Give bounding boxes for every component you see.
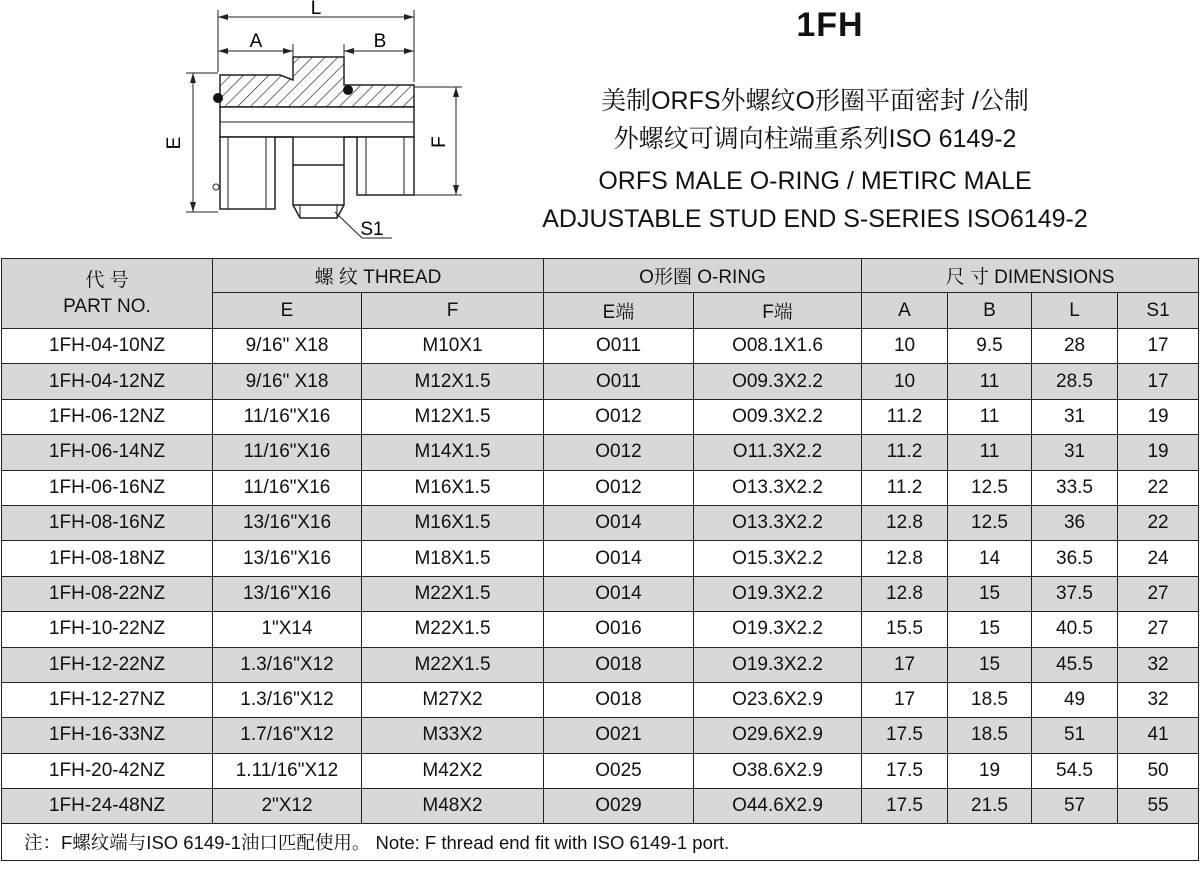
table-cell: 11.2 <box>862 435 948 470</box>
table-row <box>2 753 1199 788</box>
dim-A-label: A <box>249 31 263 52</box>
table-cell: 19 <box>948 753 1032 788</box>
table-cell: M10X1 <box>362 329 544 364</box>
table-cell: 17 <box>862 682 948 717</box>
table-cell: 40.5 <box>1032 612 1118 647</box>
header-part-en: PART NO. <box>63 295 151 317</box>
table-cell: O13.3X2.2 <box>694 470 862 505</box>
table-cell: 12.8 <box>862 576 948 611</box>
table-cell: 37.5 <box>1032 576 1118 611</box>
table-cell: 27 <box>1118 612 1199 647</box>
part-number-cell: 1FH-08-18NZ <box>2 541 213 576</box>
table-cell: 22 <box>1118 470 1199 505</box>
table-row <box>2 789 1199 824</box>
table-cell: M22X1.5 <box>362 612 544 647</box>
table-cell: O012 <box>544 435 694 470</box>
table-cell: M22X1.5 <box>362 576 544 611</box>
table-cell: 17.5 <box>862 718 948 753</box>
table-cell: 28 <box>1032 329 1118 364</box>
table-row <box>2 647 1199 682</box>
table-cell: O44.6X2.9 <box>694 789 862 824</box>
table-cell: 1.3/16"X12 <box>213 682 362 717</box>
part-number-cell: 1FH-16-33NZ <box>2 718 213 753</box>
subheader-cell: L <box>1032 293 1118 329</box>
table-cell: 15.5 <box>862 612 948 647</box>
table-cell: 17 <box>862 647 948 682</box>
table-row <box>2 541 1199 576</box>
table-row <box>2 435 1199 470</box>
title-en-line2: ADJUSTABLE STUD END S-SERIES ISO6149-2 <box>542 205 1088 233</box>
table-cell: 11/16"X16 <box>213 435 362 470</box>
table-cell: 15 <box>948 647 1032 682</box>
table-cell: 13/16"X16 <box>213 541 362 576</box>
table-cell: 11.2 <box>862 470 948 505</box>
dim-L-label: L <box>310 0 322 19</box>
table-row <box>2 364 1199 399</box>
table-cell: O19.3X2.2 <box>694 576 862 611</box>
table-cell: 19 <box>1118 435 1199 470</box>
table-cell: 45.5 <box>1032 647 1118 682</box>
table-cell: 31 <box>1032 399 1118 434</box>
part-number-cell: 1FH-12-22NZ <box>2 647 213 682</box>
table-row <box>2 682 1199 717</box>
dim-B-label: B <box>373 31 387 52</box>
header-part-no <box>2 259 213 329</box>
table-cell: 9/16" X18 <box>213 329 362 364</box>
table-row <box>2 329 1199 364</box>
table-cell: O016 <box>544 612 694 647</box>
table-cell: 57 <box>1032 789 1118 824</box>
table-cell: 10 <box>862 364 948 399</box>
header-oring: O形圈 O-RING <box>544 259 862 293</box>
table-cell: 51 <box>1032 718 1118 753</box>
table-cell: 18.5 <box>948 682 1032 717</box>
table-cell: 2"X12 <box>213 789 362 824</box>
part-number-cell: 1FH-04-10NZ <box>2 329 213 364</box>
table-cell: 12.8 <box>862 541 948 576</box>
table-cell: 49 <box>1032 682 1118 717</box>
table-cell: 12.5 <box>948 470 1032 505</box>
table-cell: 27 <box>1118 576 1199 611</box>
table-cell: 54.5 <box>1032 753 1118 788</box>
table-cell: O011 <box>544 364 694 399</box>
table-cell: 50 <box>1118 753 1199 788</box>
part-number-cell: 1FH-06-12NZ <box>2 399 213 434</box>
table-cell: 17.5 <box>862 789 948 824</box>
table-cell: M14X1.5 <box>362 435 544 470</box>
table-cell: O018 <box>544 647 694 682</box>
table-cell: 12.8 <box>862 505 948 540</box>
table-cell: 32 <box>1118 647 1199 682</box>
table-cell: 21.5 <box>948 789 1032 824</box>
table-cell: M12X1.5 <box>362 399 544 434</box>
table-cell: O012 <box>544 399 694 434</box>
table-cell: O08.1X1.6 <box>694 329 862 364</box>
table-cell: M18X1.5 <box>362 541 544 576</box>
table-cell: O025 <box>544 753 694 788</box>
subheader-cell: E端 <box>544 293 694 329</box>
table-cell: M12X1.5 <box>362 364 544 399</box>
table-cell: O13.3X2.2 <box>694 505 862 540</box>
table-cell: 13/16"X16 <box>213 576 362 611</box>
spec-table <box>1 258 1199 861</box>
table-cell: 1"X14 <box>213 612 362 647</box>
table-note: 注：F螺纹端与ISO 6149-1油口匹配使用。 Note: F thread end fit with ISO 6149-1 port. <box>2 824 1199 861</box>
table-cell: O23.6X2.9 <box>694 682 862 717</box>
table-cell: O19.3X2.2 <box>694 612 862 647</box>
title-cn-line1: 美制ORFS外螺纹O形圈平面密封 /公制 <box>601 87 1029 115</box>
table-cell: O09.3X2.2 <box>694 364 862 399</box>
title-en-line1: ORFS MALE O-RING / METIRC MALE <box>598 167 1032 195</box>
dim-E-label: E <box>164 136 185 150</box>
subheader-cell: F <box>362 293 544 329</box>
table-cell: 1.3/16"X12 <box>213 647 362 682</box>
table-cell: 36.5 <box>1032 541 1118 576</box>
table-row <box>2 399 1199 434</box>
table-cell: 11 <box>948 364 1032 399</box>
part-number-cell: 1FH-08-16NZ <box>2 505 213 540</box>
dim-S1-label: S1 <box>360 219 384 240</box>
table-cell: 9/16" X18 <box>213 364 362 399</box>
table-cell: 11 <box>948 399 1032 434</box>
table-cell: O012 <box>544 470 694 505</box>
part-number-cell: 1FH-06-16NZ <box>2 470 213 505</box>
table-cell: 10 <box>862 329 948 364</box>
table-cell: 13/16"X16 <box>213 505 362 540</box>
table-cell: O09.3X2.2 <box>694 399 862 434</box>
table-cell: M27X2 <box>362 682 544 717</box>
table-cell: 17 <box>1118 329 1199 364</box>
table-cell: O29.6X2.9 <box>694 718 862 753</box>
table-cell: O38.6X2.9 <box>694 753 862 788</box>
product-code: 1FH <box>796 6 864 44</box>
table-cell: 11/16"X16 <box>213 399 362 434</box>
table-cell: M48X2 <box>362 789 544 824</box>
header-part-cn: 代 号 <box>85 269 129 291</box>
table-cell: 14 <box>948 541 1032 576</box>
table-cell: O15.3X2.2 <box>694 541 862 576</box>
part-number-cell: 1FH-10-22NZ <box>2 612 213 647</box>
subheader-cell: E <box>213 293 362 329</box>
table-cell: 32 <box>1118 682 1199 717</box>
table-cell: 41 <box>1118 718 1199 753</box>
table-cell: M42X2 <box>362 753 544 788</box>
table-cell: M16X1.5 <box>362 470 544 505</box>
part-number-cell: 1FH-08-22NZ <box>2 576 213 611</box>
part-number-cell: 1FH-24-48NZ <box>2 789 213 824</box>
title-cn-line2: 外螺纹可调向柱端重系列ISO 6149-2 <box>613 125 1017 153</box>
table-cell: O014 <box>544 541 694 576</box>
part-number-cell: 1FH-04-12NZ <box>2 364 213 399</box>
table-row <box>2 505 1199 540</box>
table-cell: O011 <box>544 329 694 364</box>
table-cell: 55 <box>1118 789 1199 824</box>
table-cell: 17 <box>1118 364 1199 399</box>
table-cell: M33X2 <box>362 718 544 753</box>
table-cell: 19 <box>1118 399 1199 434</box>
table-cell: 11.2 <box>862 399 948 434</box>
table-cell: O021 <box>544 718 694 753</box>
table-row <box>2 718 1199 753</box>
table-row <box>2 470 1199 505</box>
table-cell: 24 <box>1118 541 1199 576</box>
table-cell: 1.7/16"X12 <box>213 718 362 753</box>
subheader-cell: F端 <box>694 293 862 329</box>
subheader-cell: A <box>862 293 948 329</box>
table-cell: 9.5 <box>948 329 1032 364</box>
table-cell: 36 <box>1032 505 1118 540</box>
dim-F-label: F <box>429 136 450 148</box>
part-number-cell: 1FH-12-27NZ <box>2 682 213 717</box>
part-number-cell: 1FH-06-14NZ <box>2 435 213 470</box>
part-number-cell: 1FH-20-42NZ <box>2 753 213 788</box>
table-cell: O018 <box>544 682 694 717</box>
table-cell: O029 <box>544 789 694 824</box>
table-cell: 15 <box>948 612 1032 647</box>
table-cell: O11.3X2.2 <box>694 435 862 470</box>
table-cell: 17.5 <box>862 753 948 788</box>
table-cell: 1.11/16"X12 <box>213 753 362 788</box>
header-thread: 螺 纹 THREAD <box>213 259 544 293</box>
table-row <box>2 576 1199 611</box>
table-cell: 28.5 <box>1032 364 1118 399</box>
table-cell: 18.5 <box>948 718 1032 753</box>
table-cell: 11 <box>948 435 1032 470</box>
table-cell: O014 <box>544 576 694 611</box>
table-cell: M16X1.5 <box>362 505 544 540</box>
subheader-cell: S1 <box>1118 293 1199 329</box>
table-cell: M22X1.5 <box>362 647 544 682</box>
subheader-cell: B <box>948 293 1032 329</box>
header-dimensions: 尺 寸 DIMENSIONS <box>862 259 1199 293</box>
table-cell: 22 <box>1118 505 1199 540</box>
table-row <box>2 612 1199 647</box>
table-cell: 11/16"X16 <box>213 470 362 505</box>
table-cell: 12.5 <box>948 505 1032 540</box>
table-cell: 33.5 <box>1032 470 1118 505</box>
table-cell: 31 <box>1032 435 1118 470</box>
table-cell: 15 <box>948 576 1032 611</box>
table-cell: O19.3X2.2 <box>694 647 862 682</box>
table-cell: O014 <box>544 505 694 540</box>
